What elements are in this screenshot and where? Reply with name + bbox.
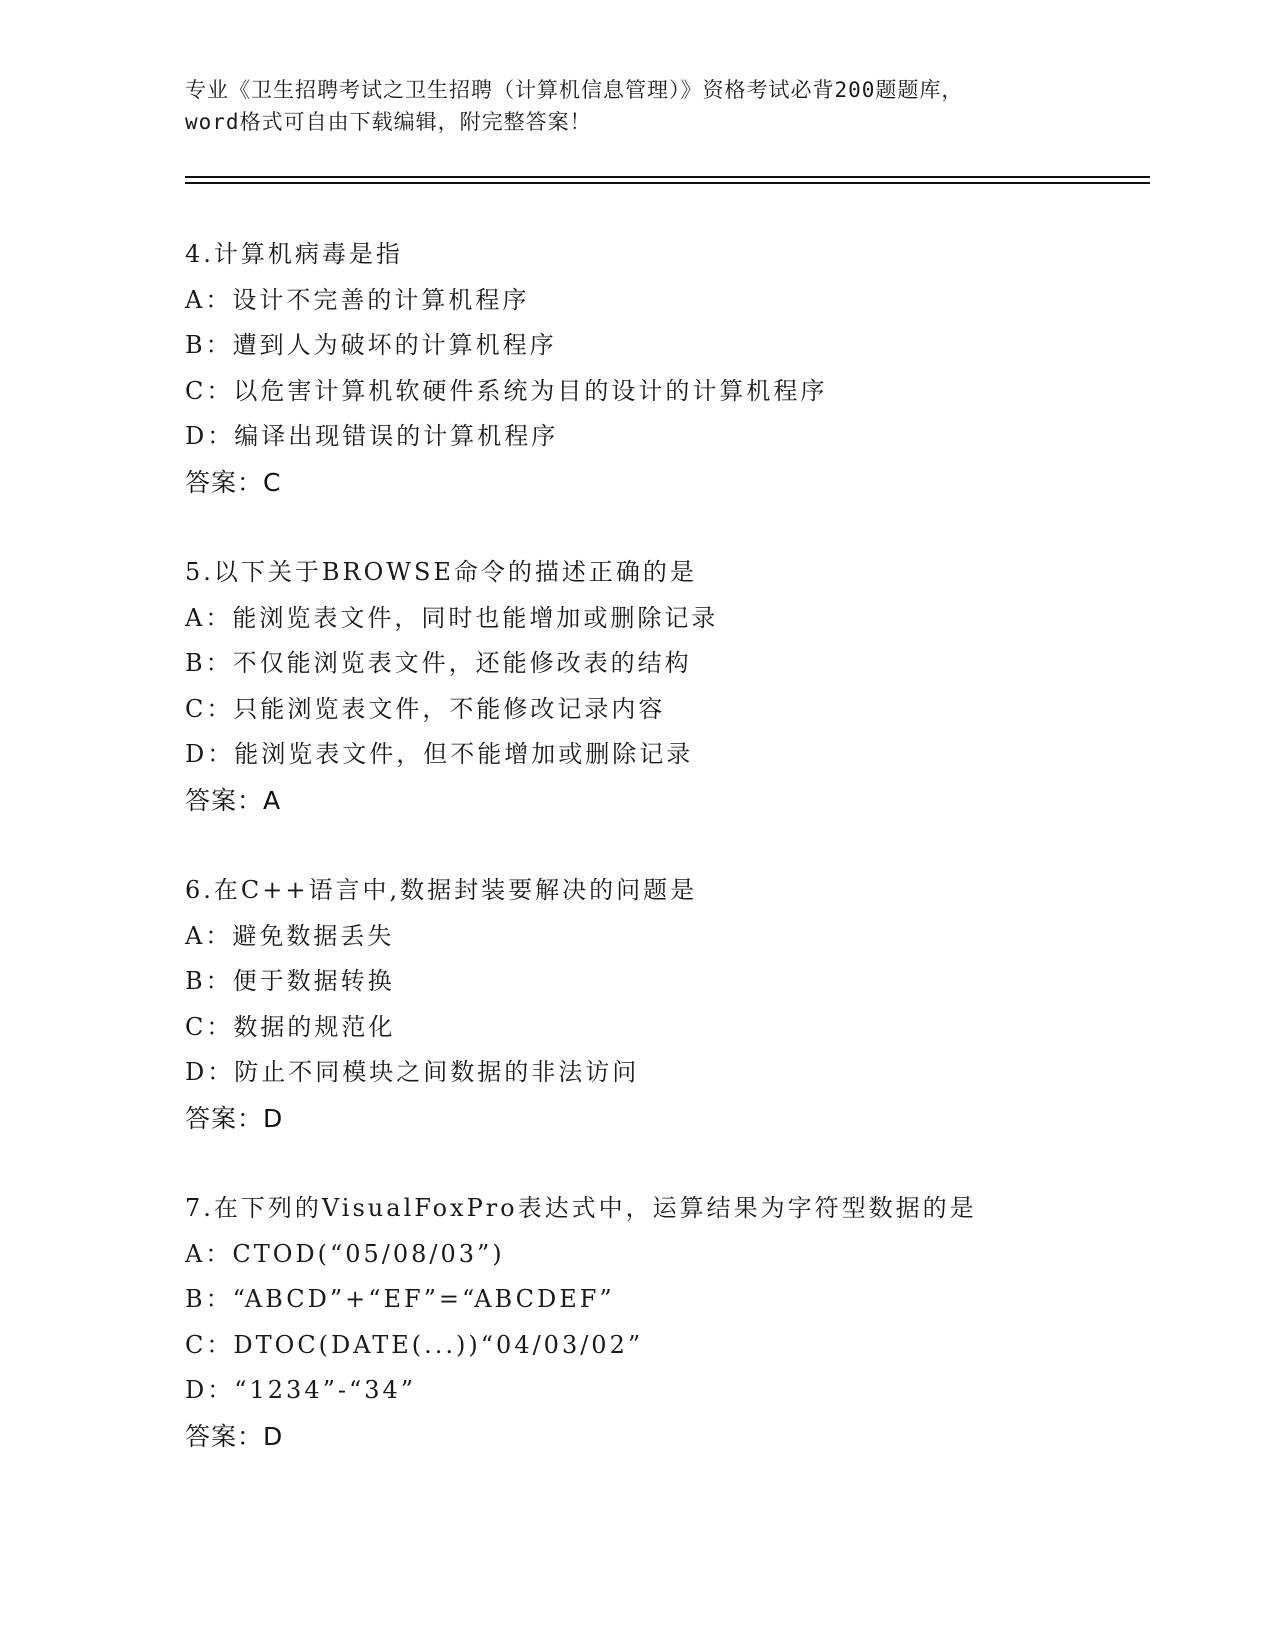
- answer-line: 答案：D: [185, 1103, 284, 1133]
- option-d: D：“1234”-“34”: [185, 1376, 417, 1404]
- option-d: D：能浏览表文件，但不能增加或删除记录: [185, 740, 694, 768]
- header-line-1: 专业《卫生招聘考试之卫生招聘（计算机信息管理）》资格考试必背200题题库，: [185, 78, 964, 102]
- option-d: D：编译出现错误的计算机程序: [185, 422, 559, 450]
- question-6: [185, 868, 1185, 1186]
- option-d: D：防止不同模块之间数据的非法访问: [185, 1058, 640, 1086]
- option-a: A：CTOD(“05/08/03”): [185, 1239, 505, 1268]
- document-header: [185, 74, 1085, 138]
- option-c: C：数据的规范化: [185, 1012, 396, 1041]
- option-b: B：“ABCD”+“EF”=“ABCDEF”: [185, 1285, 615, 1313]
- question-4: [185, 232, 1185, 550]
- header-divider-bottom: [185, 182, 1150, 184]
- question-5: [185, 550, 1185, 868]
- question-stem: 5.以下关于BROWSE命令的描述正确的是: [185, 558, 697, 586]
- option-c: C：以危害计算机软硬件系统为目的设计的计算机程序: [185, 376, 828, 405]
- question-7: [185, 1186, 1185, 1504]
- header-line-2: word格式可自由下载编辑，附完整答案！: [185, 110, 592, 134]
- option-c: C：只能浏览表文件，不能修改记录内容: [185, 694, 666, 723]
- option-b: B：不仅能浏览表文件，还能修改表的结构: [185, 649, 692, 677]
- question-stem: 7.在下列的VisualFoxPro表达式中，运算结果为字符型数据的是: [185, 1194, 977, 1222]
- question-stem: 6.在C++语言中,数据封装要解决的问题是: [185, 876, 698, 904]
- option-a: A：设计不完善的计算机程序: [185, 285, 530, 314]
- question-list: [185, 232, 1185, 1504]
- question-stem: 4.计算机病毒是指: [185, 240, 403, 268]
- option-a: A：避免数据丢失: [185, 921, 395, 950]
- answer-line: 答案：D: [185, 1421, 284, 1451]
- option-a: A：能浏览表文件，同时也能增加或删除记录: [185, 603, 719, 632]
- option-b: B：遭到人为破坏的计算机程序: [185, 331, 557, 359]
- header-divider-top: [185, 176, 1150, 178]
- answer-line: 答案：C: [185, 467, 282, 497]
- option-c: C：DTOC(DATE(...))“04/03/02”: [185, 1330, 644, 1359]
- answer-line: 答案：A: [185, 785, 282, 815]
- option-b: B：便于数据转换: [185, 967, 395, 995]
